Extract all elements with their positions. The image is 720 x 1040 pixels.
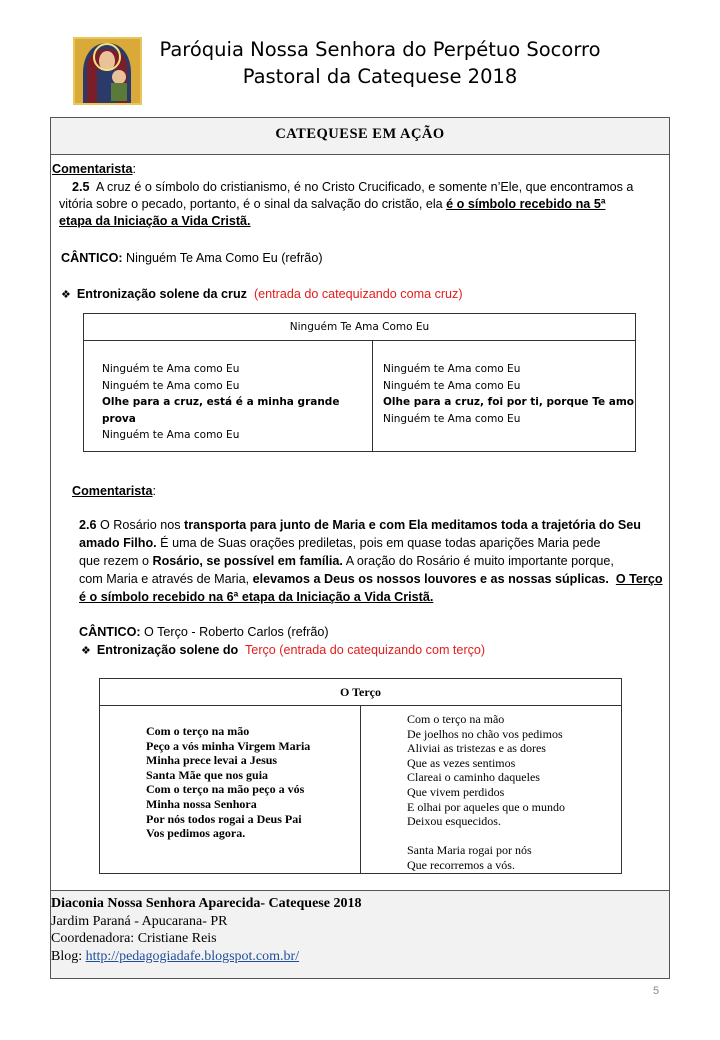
lyric-line: Que as vezes sentimos <box>407 755 516 770</box>
paragraph-2-6-line2: amado Filho. É uma de Suas orações prediletas, pois em quase todas aparições Maria pede <box>79 536 601 550</box>
document-header <box>150 36 610 90</box>
lyric-line: Com o terço na mão <box>146 724 250 738</box>
lyric-line: Ninguém te Ama como Eu <box>383 412 521 425</box>
lyrics-table-1 <box>83 313 636 452</box>
lyric-line: Minha prece levai a Jesus <box>146 753 278 768</box>
lyric-line: Olhe para a cruz, está é a minha grande prova <box>102 396 340 425</box>
comentarista-label-1: Comentarista: <box>52 162 136 176</box>
lyric-line: Ninguém te Ama como Eu <box>102 363 240 375</box>
diamond-bullet-icon: ❖ <box>61 289 71 301</box>
title-bar <box>51 118 669 155</box>
lyric-line: Vos pedimos agora. <box>146 826 246 841</box>
lyric-line: Minha nossa Senhora <box>146 796 257 811</box>
footer-coordinator: Coordenadora: Cristiane Reis <box>51 931 217 946</box>
lyric-line: Ninguém te Ama como Eu <box>383 379 521 392</box>
page-number: 5 <box>653 985 660 997</box>
lyric-line: Por nós todos rogai a Deus Pai <box>146 811 302 826</box>
lyric-line: Santa Maria rogai por nós <box>407 843 532 858</box>
lyric-line: Ninguém te Ama como Eu <box>102 429 240 441</box>
lyrics-table-1-header: Ninguém Te Ama Como Eu <box>84 314 636 341</box>
lyric-line: Clareai o caminho daqueles <box>407 770 540 785</box>
lyric-spacer <box>407 829 621 844</box>
lyric-line: Deixou esquecidos. <box>407 814 501 829</box>
lyric-line: E olhai por aqueles que o mundo <box>407 799 565 814</box>
parish-logo <box>73 37 142 105</box>
cantico-2: CÂNTICO: O Terço - Roberto Carlos (refrão) <box>79 625 329 639</box>
blog-label: Blog: <box>51 948 86 964</box>
paragraph-2-6-line5: é o símbolo recebido na 6ª etapa da Iniciação a Vida Cristã. <box>79 590 434 604</box>
lyrics-table-2-header: O Terço <box>100 679 622 706</box>
lyric-line: Que vivem perdidos <box>407 784 505 799</box>
lyric-line: Olhe para a cruz, foi por ti, porque Te amo <box>383 396 634 408</box>
paragraph-2-6-line1: 2.6 O Rosário nos transporta para junto de Maria e com Ela meditamos toda a trajetória do Seu <box>79 518 642 532</box>
lyric-line: Aliviai as tristezas e as dores <box>407 741 546 756</box>
lyric-line: Com o terço na mão peço a vós <box>146 782 305 797</box>
lyrics-table-2 <box>99 678 622 874</box>
lyrics-table-2-right <box>361 706 622 874</box>
section-title: CATEQUESE EM AÇÃO <box>275 126 445 142</box>
parish-name: Paróquia Nossa Senhora do Perpétuo Socorro <box>159 38 601 61</box>
paragraph-2-6-line4: com Maria e através de Maria, elevamos a Deus os nossos louvores e as nossas súplicas. O Terço <box>79 572 663 586</box>
lyric-line: Que recorremos a vós. <box>407 857 515 872</box>
pastoral-name: Pastoral da Catequese 2018 <box>242 65 518 88</box>
lyric-line: Com o terço na mão <box>407 712 505 726</box>
paragraph-2-6-line3: que rezem o Rosário, se possível em família. A oração do Rosário é muito importante porque, <box>79 554 614 568</box>
lyrics-table-2-left <box>100 706 361 874</box>
lyrics-table-1-left <box>84 341 373 452</box>
entronizacao-terco: ❖ Entronização solene do Terço (entrada do catequizando com terço) <box>81 643 486 657</box>
lyric-line: Ninguém te Ama como Eu <box>102 379 240 392</box>
footer-text <box>51 895 361 965</box>
footer-address: Jardim Paraná - Apucarana- PR <box>51 913 228 929</box>
lyric-line: Ninguém te Ama como Eu <box>383 363 521 375</box>
footer-blog <box>51 948 361 966</box>
diamond-bullet-icon: ❖ <box>81 645 91 657</box>
comentarista-label-2: Comentarista: <box>72 484 156 498</box>
lyric-line: De joelhos no chão vos pedimos <box>407 726 563 741</box>
paragraph-2-5-line1: 2.5 A cruz é o símbolo do cristianismo, é no Cristo Crucificado, e somente n’Ele, que encontramos a <box>72 180 634 194</box>
lyrics-table-1-right <box>373 341 636 452</box>
blog-link[interactable]: http://pedagogiadafe.blogspot.com.br/ <box>85 948 300 964</box>
cantico-1: CÂNTICO: Ninguém Te Ama Como Eu (refrão) <box>61 251 323 265</box>
paragraph-2-5-line3: etapa da Iniciação a Vida Cristã. <box>59 214 251 228</box>
entronizacao-cruz: ❖ Entronização solene da cruz (entrada do catequizando coma cruz) <box>61 287 463 301</box>
footer-diaconia: Diaconia Nossa Senhora Aparecida- Catequese 2018 <box>51 896 362 911</box>
paragraph-2-5-line2: vitória sobre o pecado, portanto, é o sinal da salvação do cristão, ela é o símbolo recebido na 5ª <box>59 197 606 211</box>
lyric-line: Peço a vós minha Virgem Maria <box>146 738 311 753</box>
footer-box <box>51 890 669 978</box>
lyric-line: Santa Mãe que nos guia <box>146 767 269 782</box>
